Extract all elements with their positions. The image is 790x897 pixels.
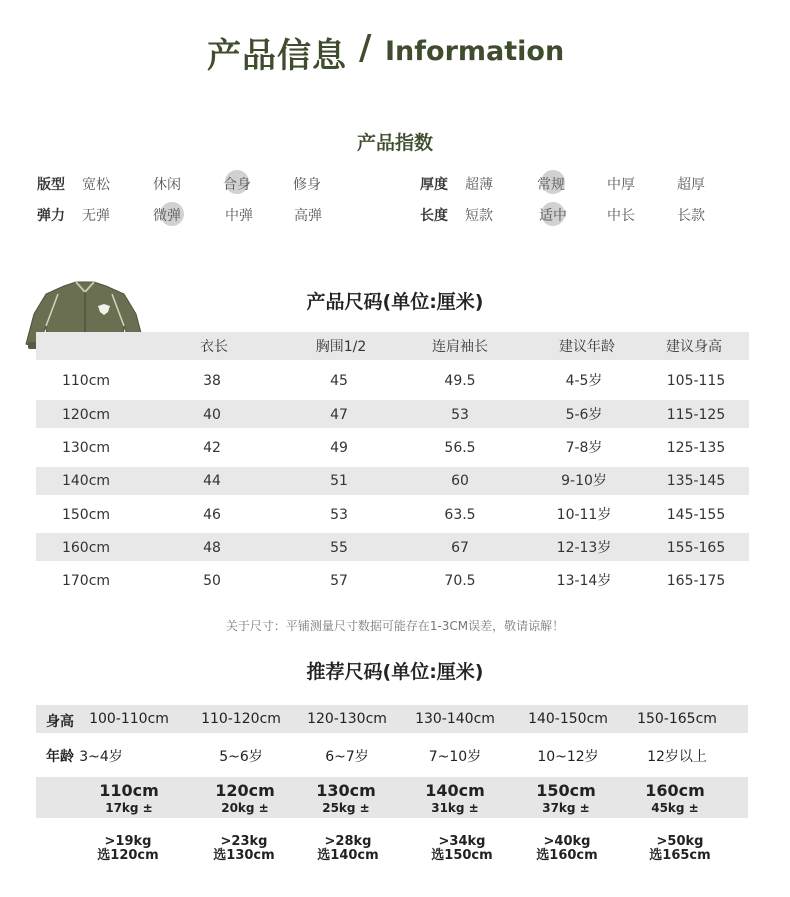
index-option: 超厚: [677, 177, 705, 193]
column-header: 建议年龄: [559, 339, 615, 355]
index-option: 超薄: [465, 177, 493, 193]
height-range: 100-110cm: [89, 711, 169, 727]
column-header: 连肩袖长: [432, 339, 488, 355]
column-header: 建议身高: [666, 339, 722, 355]
age-range: 5~6岁: [219, 749, 263, 765]
pick-size: 选140cm: [317, 848, 379, 863]
value-cell: 51: [330, 473, 348, 489]
value-cell: 135-145: [666, 473, 726, 489]
value-cell: 125-135: [666, 440, 726, 456]
index-label-thickness: 厚度: [420, 177, 448, 193]
age-range: 12岁以上: [647, 749, 707, 765]
index-option: 中弹: [225, 208, 253, 224]
value-cell: 70.5: [444, 573, 476, 589]
recommended-size: 110cm: [99, 781, 159, 800]
page-title-cn: 产品信息: [207, 36, 347, 76]
size-cell: 120cm: [61, 407, 111, 423]
index-option: 中长: [607, 208, 635, 224]
value-cell: 155-165: [666, 540, 726, 556]
height-range: 140-150cm: [528, 711, 608, 727]
page-title-en: Information: [385, 36, 565, 67]
measurement-note: 关于尺寸：平铺测量尺寸数据可能存在1-3CM误差，敬请谅解！: [225, 619, 565, 633]
recommend-heading: 推荐尺码(单位:厘米): [306, 661, 484, 683]
column-header: 胸围1/2: [315, 339, 367, 355]
index-option-selected: 常规: [537, 177, 565, 193]
value-cell: 38: [203, 373, 221, 389]
value-cell: 48: [203, 540, 221, 556]
value-cell: 42: [203, 440, 221, 456]
height-range: 110-120cm: [201, 711, 281, 727]
value-cell: 115-125: [666, 407, 726, 423]
value-cell: 12-13岁: [556, 540, 612, 556]
size-cell: 130cm: [61, 440, 111, 456]
index-label-fit: 版型: [37, 177, 65, 193]
value-cell: 145-155: [666, 507, 726, 523]
size-cell: 150cm: [61, 507, 111, 523]
over-weight: >19kg: [104, 834, 152, 849]
pick-size: 选120cm: [97, 848, 159, 863]
size-cell: 140cm: [61, 473, 111, 489]
weight: 45kg ±: [651, 801, 699, 815]
index-option-selected: 合身: [223, 177, 251, 193]
height-range: 120-130cm: [307, 711, 387, 727]
weight: 25kg ±: [322, 801, 370, 815]
index-option-selected: 适中: [539, 208, 567, 224]
value-cell: 49: [330, 440, 348, 456]
pick-size: 选150cm: [431, 848, 493, 863]
index-option: 高弹: [294, 208, 322, 224]
age-label: 年龄: [46, 749, 74, 765]
index-option: 宽松: [82, 177, 110, 193]
weight: 20kg ±: [221, 801, 269, 815]
value-cell: 105-115: [666, 373, 726, 389]
index-heading: 产品指数: [356, 132, 433, 154]
value-cell: 60: [451, 473, 469, 489]
over-weight: >28kg: [324, 834, 372, 849]
value-cell: 4-5岁: [565, 373, 603, 389]
recommended-size: 120cm: [215, 781, 275, 800]
index-option: 休闲: [153, 177, 181, 193]
value-cell: 57: [330, 573, 348, 589]
column-header: 衣长: [200, 339, 228, 355]
value-cell: 67: [451, 540, 469, 556]
age-range: 3~4岁: [79, 749, 123, 765]
index-option: 中厚: [607, 177, 635, 193]
size-cell: 170cm: [61, 573, 111, 589]
over-weight: >50kg: [656, 834, 704, 849]
table-row: [0, 567, 790, 595]
value-cell: 9-10岁: [561, 473, 607, 489]
value-cell: 47: [330, 407, 348, 423]
index-option: 修身: [293, 177, 321, 193]
recommended-size: 140cm: [425, 781, 485, 800]
index-option: 短款: [465, 208, 493, 224]
index-option-selected: 微弹: [153, 208, 181, 224]
value-cell: 165-175: [666, 573, 726, 589]
weight: 17kg ±: [105, 801, 153, 815]
over-weight: >23kg: [220, 834, 268, 849]
pick-size: 选160cm: [536, 848, 598, 863]
over-weight: >34kg: [438, 834, 486, 849]
value-cell: 49.5: [444, 373, 476, 389]
recommended-size: 150cm: [536, 781, 596, 800]
index-option: 长款: [677, 208, 705, 224]
table-row: [0, 434, 790, 462]
value-cell: 53: [330, 507, 348, 523]
value-cell: 46: [203, 507, 221, 523]
table-row: [0, 501, 790, 529]
value-cell: 56.5: [444, 440, 476, 456]
value-cell: 45: [330, 373, 348, 389]
value-cell: 63.5: [444, 507, 476, 523]
value-cell: 10-11岁: [556, 507, 612, 523]
age-range: 7~10岁: [428, 749, 482, 765]
value-cell: 55: [330, 540, 348, 556]
table-row: [0, 401, 790, 429]
value-cell: 5-6岁: [565, 407, 603, 423]
size-table-heading: 产品尺码(单位:厘米): [306, 291, 484, 313]
table-row: [0, 367, 790, 395]
over-weight: >40kg: [543, 834, 591, 849]
weight: 31kg ±: [431, 801, 479, 815]
value-cell: 50: [203, 573, 221, 589]
value-cell: 7-8岁: [565, 440, 603, 456]
index-option: 无弹: [82, 208, 110, 224]
pick-size: 选130cm: [213, 848, 275, 863]
size-cell: 160cm: [61, 540, 111, 556]
height-range: 130-140cm: [415, 711, 495, 727]
title-separator: /: [359, 28, 372, 68]
age-range: 6~7岁: [325, 749, 369, 765]
height-label: 身高: [46, 714, 74, 730]
pick-size: 选165cm: [649, 848, 711, 863]
value-cell: 53: [451, 407, 469, 423]
value-cell: 44: [203, 473, 221, 489]
size-cell: 110cm: [61, 373, 111, 389]
age-range: 10~12岁: [537, 749, 599, 765]
table-row: [0, 467, 790, 495]
index-label-length: 长度: [420, 208, 448, 224]
weight: 37kg ±: [542, 801, 590, 815]
value-cell: 13-14岁: [556, 573, 612, 589]
table-row: [0, 534, 790, 562]
index-label-stretch: 弹力: [37, 208, 65, 224]
recommended-size: 130cm: [316, 781, 376, 800]
recommended-size: 160cm: [645, 781, 705, 800]
height-range: 150-165cm: [637, 711, 717, 727]
value-cell: 40: [203, 407, 221, 423]
